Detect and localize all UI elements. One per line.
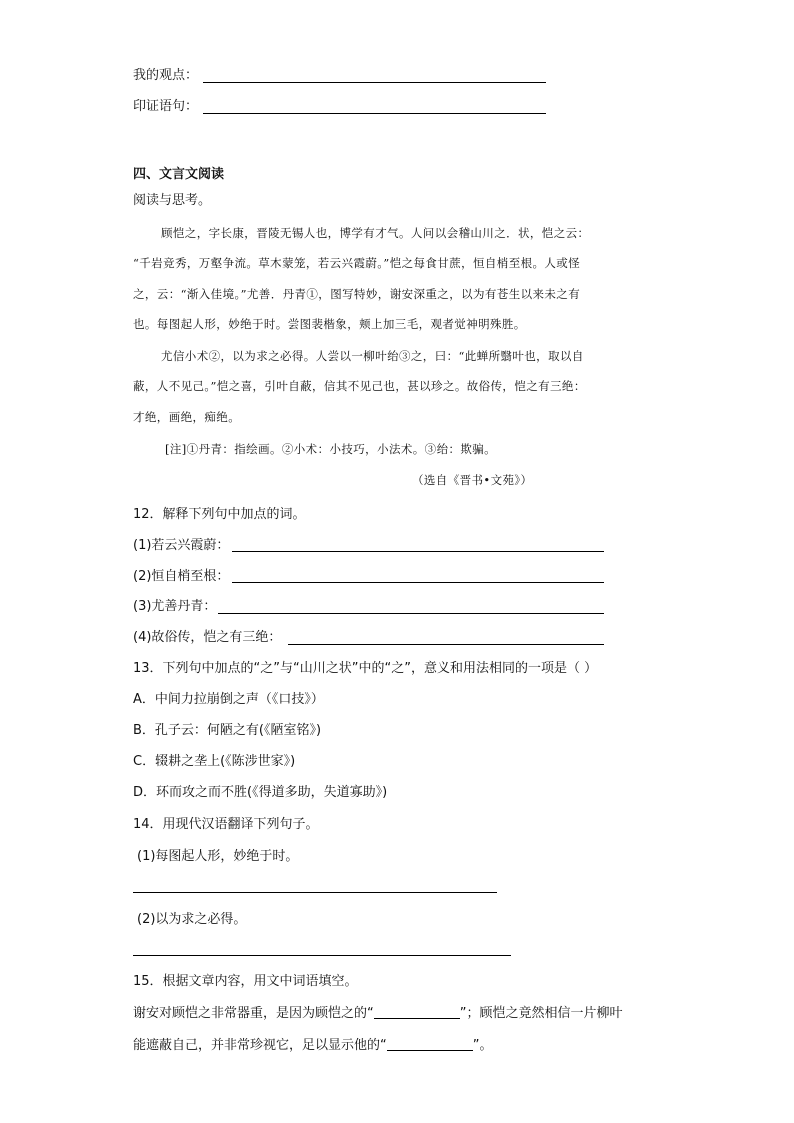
q14-item: (2)以为求之必得。 — [137, 912, 247, 927]
passage-line: 顾恺之，字长康，晋陵无锡人也，博学有才气。人问以会稽山川之．状，恺之云： — [161, 226, 590, 240]
passage-source: （选自《晋书•文苑》） — [412, 473, 533, 487]
q12-answer-line-3[interactable] — [218, 613, 604, 614]
q12-answer-line-2[interactable] — [232, 582, 604, 583]
q13-option-a[interactable]: A．中间力拉崩倒之声（《口技》） — [133, 692, 324, 707]
q12-answer-line-4[interactable] — [288, 644, 604, 645]
q15-blank-2[interactable] — [387, 1038, 473, 1051]
q14-item: (1)每图起人形，妙绝于时。 — [137, 849, 299, 864]
q13-option-c[interactable]: C．辍耕之垄上(《陈涉世家》) — [133, 754, 296, 769]
q15-blank-1[interactable] — [374, 1006, 460, 1019]
q15-stem: 15．根据文章内容，用文中词语填空。 — [133, 974, 358, 989]
q14-answer-line-1[interactable] — [133, 892, 497, 893]
q13-option-b[interactable]: B．孔子云：何陋之有(《陋室铭》) — [133, 723, 322, 738]
passage-line: 之，云：“渐入佳境。”尤善．丹青①，图写特妙，谢安深重之，以为有苍生以来未之有 — [133, 287, 581, 301]
q12-stem: 12．解释下列句中加点的词。 — [133, 507, 306, 522]
q12-item: (3)尤善丹青： — [133, 599, 217, 614]
section-heading: 四、文言文阅读 — [133, 167, 225, 182]
passage-line: 蔽，人不见己。”恺之喜，引叶自蔽，信其不见己也，甚以珍之。故俗传，恺之有三绝： — [133, 379, 586, 393]
my-view-label: 我的观点： — [133, 68, 199, 83]
passage-line: 也。每图起人形，妙绝于时。尝图裴楷象，颊上加三毛，观者觉神明殊胜。 — [133, 317, 526, 331]
passage-line: 尤信小术②，以为求之必得。人尝以一柳叶绐③之，曰：“此蝉所翳叶也，取以自 — [161, 349, 584, 363]
evidence-answer-line[interactable] — [203, 113, 546, 114]
q13-stem: 13．下列句中加点的“之”与“山川之状”中的“之”，意义和用法相同的一项是（ ） — [133, 661, 598, 676]
q15-line-1-text-b: ”；顾恺之竟然相信一片柳叶 — [459, 1006, 623, 1021]
evidence-label: 印证语句： — [133, 99, 199, 114]
q15-line-2-text-a: 能遮蔽自己，并非常珍视它，足以显示他的“ — [133, 1038, 387, 1053]
q12-answer-line-1[interactable] — [232, 551, 604, 552]
passage-line: 才绝，画绝，痴绝。 — [133, 410, 241, 424]
q13-option-d[interactable]: D．环而攻之而不胜(《得道多助，失道寡助》) — [133, 785, 388, 800]
passage-line: “千岩竞秀，万壑争流。草木蒙笼，若云兴霞蔚。”恺之每食甘蔗，恒自梢至根。人或怪 — [133, 256, 581, 270]
passage-note: [注]①丹青：指绘画。②小术：小技巧，小法术。③绐：欺骗。 — [165, 442, 497, 456]
q12-item: (4)故俗传，恺之有三绝： — [133, 630, 282, 645]
my-view-answer-line[interactable] — [203, 82, 546, 83]
q15-line-1-text-a: 谢安对顾恺之非常器重，是因为顾恺之的“ — [133, 1006, 374, 1021]
q12-item: (2)恒自梢至根： — [133, 569, 230, 584]
q15-line-2 — [133, 1038, 493, 1052]
section-intro: 阅读与思考。 — [133, 193, 212, 208]
q15-line-2-text-b: ”。 — [472, 1038, 493, 1053]
q14-answer-line-2[interactable] — [133, 955, 511, 956]
q15-line-1 — [133, 1006, 623, 1020]
q14-stem: 14．用现代汉语翻译下列句子。 — [133, 817, 319, 832]
q12-item: (1)若云兴霞蔚： — [133, 538, 230, 553]
